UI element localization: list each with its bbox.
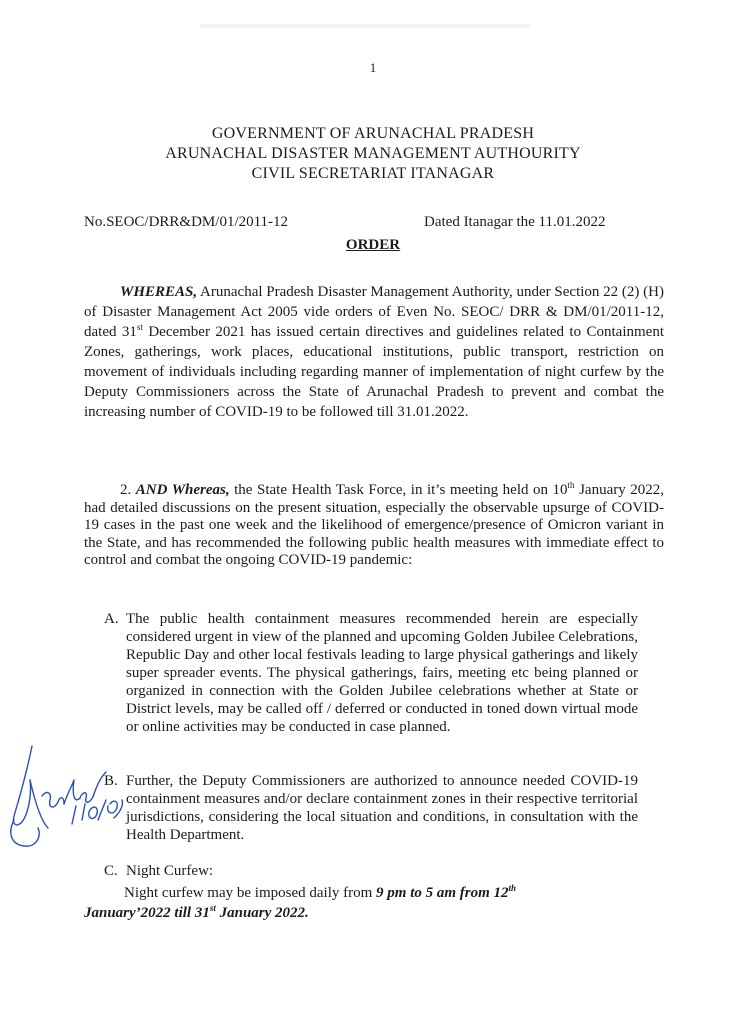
reference-number: No.SEOC/DRR&DM/01/2011-12 — [84, 214, 289, 230]
list-marker-b: B. — [104, 773, 118, 789]
night-curfew-until: January 2022. — [215, 905, 309, 921]
and-whereas-text-2: January 2022, had detailed discussions on the present situation, especially the observable upsurge of COVID-19 cases in the past one week and the likelihood of emergence/presence of Omicron variant in the State, and has recommended the following public health measures with immediate effect to control and combat the ongoing COVID-19 pandemic: — [84, 482, 665, 568]
list-item-c — [104, 862, 638, 880]
order-title: ORDER — [345, 237, 401, 253]
whereas-lead: WHEREAS, — [120, 284, 198, 300]
letterhead-line-secretariat: CIVIL SECRETARIAT ITANAGAR — [251, 165, 495, 182]
night-curfew-sup-2: st — [209, 903, 216, 913]
dated-text: Dated Itanagar the 11.01.2022 — [424, 214, 606, 230]
and-whereas-lead: AND Whereas, — [135, 482, 230, 498]
list-text-b: Further, the Deputy Commissioners are authorized to announce needed COVID-19 containment measures and/or declare containment zones in their respective territorial jurisdictions, considering the local situation and conditions, in consultation with the Health Department. — [126, 773, 638, 843]
page-number: 1 — [369, 60, 377, 75]
paragraph-whereas — [84, 282, 664, 422]
paragraph-and-whereas — [84, 482, 664, 570]
letterhead — [0, 124, 746, 184]
whereas-text-2: December 2021 has issued certain directives and guidelines related to Containment Zones, gatherings, work places, educational institutions, public transport, restriction on movement of individuals including regarding manner of implementation of night curfew by the Deputy Commissioners across the State of Arunachal Pradesh to prevent and combat the increasing number of COVID-19 to be followed till 31.01.2022. — [84, 324, 664, 420]
scan-artifact — [200, 22, 530, 30]
whereas-text-1: Arunachal Pradesh Disaster Management Authority, under Section 22 (2) (H) of Disaster Management Act 2005 vide orders of Even No. SEOC/ DRR & DM/01/2011-12, dated 31 — [84, 284, 664, 340]
night-curfew-body — [84, 883, 644, 923]
list-text-c: Night Curfew: — [126, 863, 214, 879]
letterhead-line-authority: ARUNACHAL DISASTER MANAGEMENT AUTHOURITY — [165, 145, 581, 162]
list-text-a: The public health containment measures recommended herein are especially considered urgent in view of the planned and upcoming Golden Jubilee Celebrations, Republic Day and other local festivals leading to large physical gatherings and likely super spreader events. The physical gatherings, fairs, meeting etc being planned or organized in connection with the Golden Jubilee celebrations whether at State or District levels, may be called off / deferred or conducted in toned down virtual mode or online activities may be conducted in case planned. — [126, 611, 638, 735]
and-whereas-text-1: the State Health Task Force, in it’s meeting held on 10 — [229, 482, 568, 498]
night-curfew-time: 9 pm to 5 am from 12 — [376, 885, 509, 901]
list-marker-a: A. — [104, 611, 119, 627]
night-curfew-from: January’2022 till 31 — [84, 905, 210, 921]
list-marker-c: C. — [104, 863, 118, 879]
whereas-sup: st — [136, 322, 143, 332]
and-whereas-sup: th — [567, 480, 575, 490]
list-item-b — [104, 772, 638, 844]
handwritten-signature — [2, 736, 132, 856]
night-curfew-sup-1: th — [508, 883, 517, 893]
night-curfew-prefix: Night curfew may be imposed daily from — [124, 885, 377, 901]
letterhead-line-government: GOVERNMENT OF ARUNACHAL PRADESH — [211, 125, 535, 142]
list-item-a — [104, 610, 638, 736]
para2-number: 2. — [120, 482, 136, 498]
